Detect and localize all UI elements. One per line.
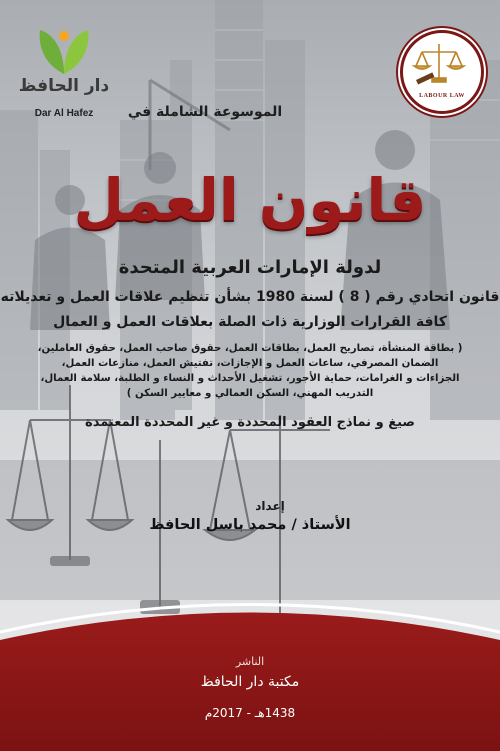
topics-line: الضمان المصرفي، ساعات العمل و الإجازات، تفتيش العمل، منازعات العمل، [61,358,439,369]
publication-date: 1438هـ - 2017م [204,706,296,720]
series-line: الموسوعة الشاملة في [127,104,283,120]
publisher-logo-arabic: دار الحافظ [18,76,110,96]
seal-caption: LABOUR LAW [419,93,465,99]
topics-list [15,341,485,401]
publisher-logo-english: Dar Al Hafez [34,108,94,119]
labour-law-seal [400,30,484,114]
prepared-by-label: إعداد [255,499,285,513]
book-title: قانون العمل [73,166,427,234]
topics-line: التدريب المهني، السكن العمالي و معايير السكن ) [126,388,374,399]
contracts-line: صيغ و نماذج العقود المحددة و غير المحددة المعتمدة [85,415,415,430]
decisions-line: كافة القرارات الوزارية ذات الصلة بعلاقات العمل و العمال [53,314,447,330]
book-subtitle: لدولة الإمارات العربية المتحدة [118,257,382,278]
leaf-logo-icon [34,24,94,76]
publisher-name: مكتبة دار الحافظ [200,674,300,690]
publisher-label: الناشر [235,655,265,668]
author-name: الأستاذ / محمد باسل الحافظ [149,517,351,533]
law-reference-line: قانون اتحادي رقم ( 8 ) لسنة 1980 بشأن تنظيم علاقات العمل و تعديلاته [0,289,500,305]
topics-line: الجزاءات و الغرامات، حماية الأجور، تشغيل الأحداث و النساء و الطلبة، سلامة العمال، [40,373,460,384]
topics-line: ( بطاقة المنشأة، تصاريح العمل، بطاقات العمل، حقوق صاحب العمل، حقوق العاملين، [37,343,463,354]
